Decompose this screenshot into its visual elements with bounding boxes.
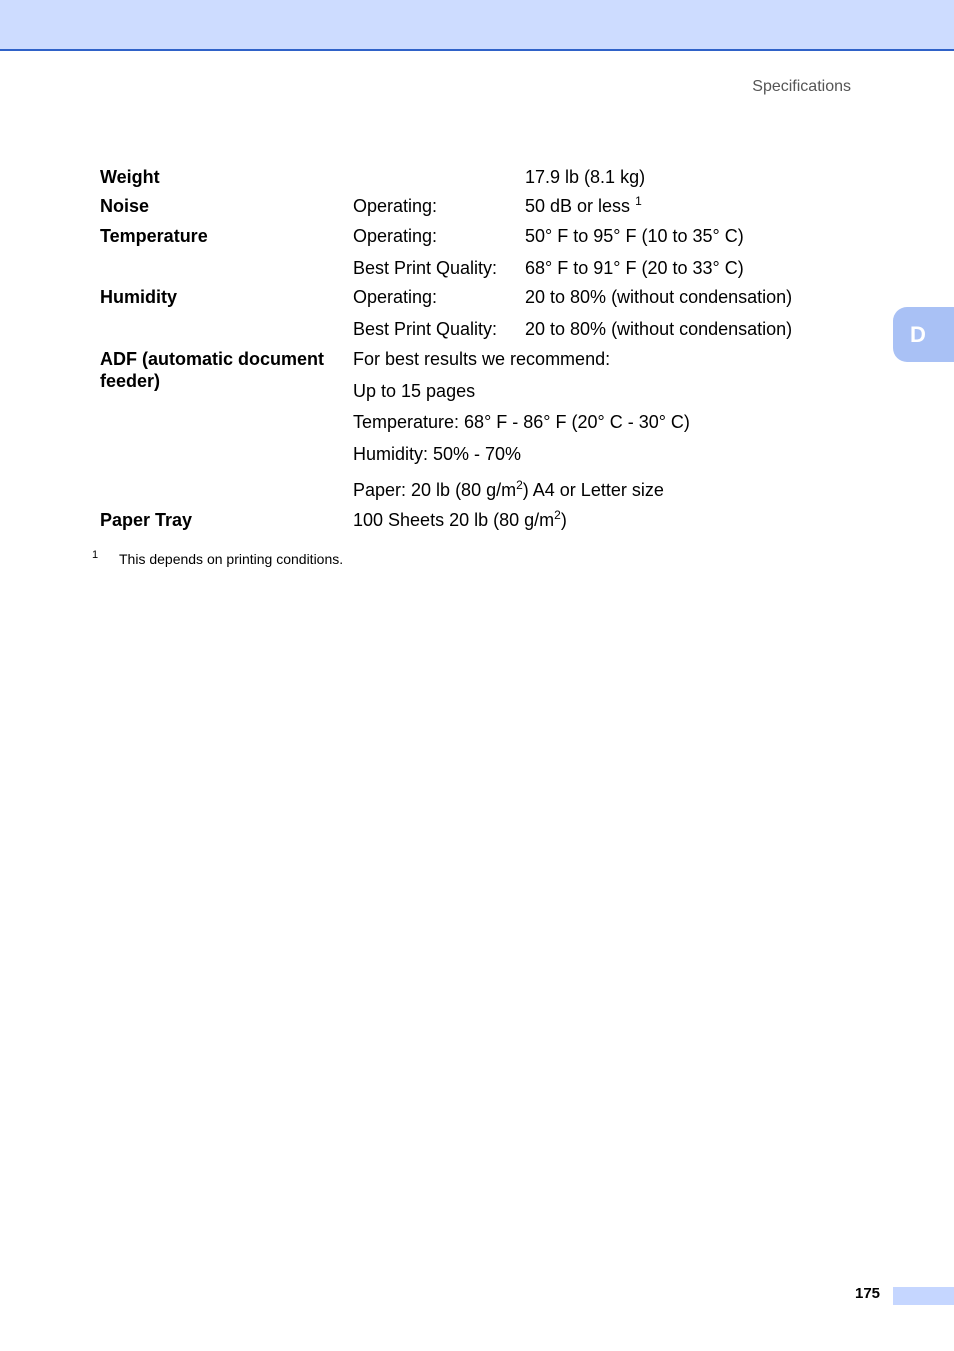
adf-line: Temperature: 68° F - 86° F (20° C - 30° C) [353,412,690,432]
noise-label: Noise [100,196,150,216]
adf-label-line2: feeder) [100,371,161,391]
humidity-best-value: 20 to 80% (without condensation) [525,319,793,339]
weight-label: Weight [100,167,160,187]
temperature-label: Temperature [100,226,208,246]
adf-line: For best results we recommend: [353,349,611,369]
header-band [0,0,954,51]
adf-paper-prefix: Paper: 20 lb (80 g/m [353,480,517,500]
temperature-operating-value: 50° F to 95° F (10 to 35° C) [525,226,744,246]
weight-value: 17.9 lb (8.1 kg) [525,167,646,187]
adf-paper-line [353,479,664,501]
paper-tray-value [353,509,567,531]
paper-tray-suffix: ) [560,510,567,530]
temperature-operating-label: Operating: [353,226,438,246]
footnote-text: This depends on printing conditions. [119,551,344,567]
adf-line: Humidity: 50% - 70% [353,444,522,464]
adf-paper-suffix: ) A4 or Letter size [522,480,664,500]
paper-tray-label: Paper Tray [100,510,193,530]
running-head: Specifications [752,78,851,95]
noise-footnote-ref: 1 [635,194,642,208]
adf-line: Up to 15 pages [353,381,476,401]
noise-value [525,195,642,217]
paper-tray-prefix: 100 Sheets 20 lb (80 g/m [353,510,555,530]
adf-label-line1: ADF (automatic document [100,349,325,369]
temperature-best-label: Best Print Quality: [353,258,498,278]
adf-paper-sup: 2 [516,478,523,492]
paper-tray-sup: 2 [554,508,561,522]
noise-sub-label: Operating: [353,196,438,216]
humidity-operating-label: Operating: [353,287,438,307]
chapter-tab-letter: D [910,321,926,347]
page-number: 175 [855,1285,881,1302]
temperature-best-value: 68° F to 91° F (20 to 33° C) [525,258,744,278]
humidity-label: Humidity [100,287,178,307]
noise-value-text: 50 dB or less [525,196,631,216]
footnote-mark: 1 [92,549,99,561]
chapter-tab [893,307,954,362]
footer-band [893,1287,954,1305]
humidity-best-label: Best Print Quality: [353,319,498,339]
humidity-operating-value: 20 to 80% (without condensation) [525,287,793,307]
